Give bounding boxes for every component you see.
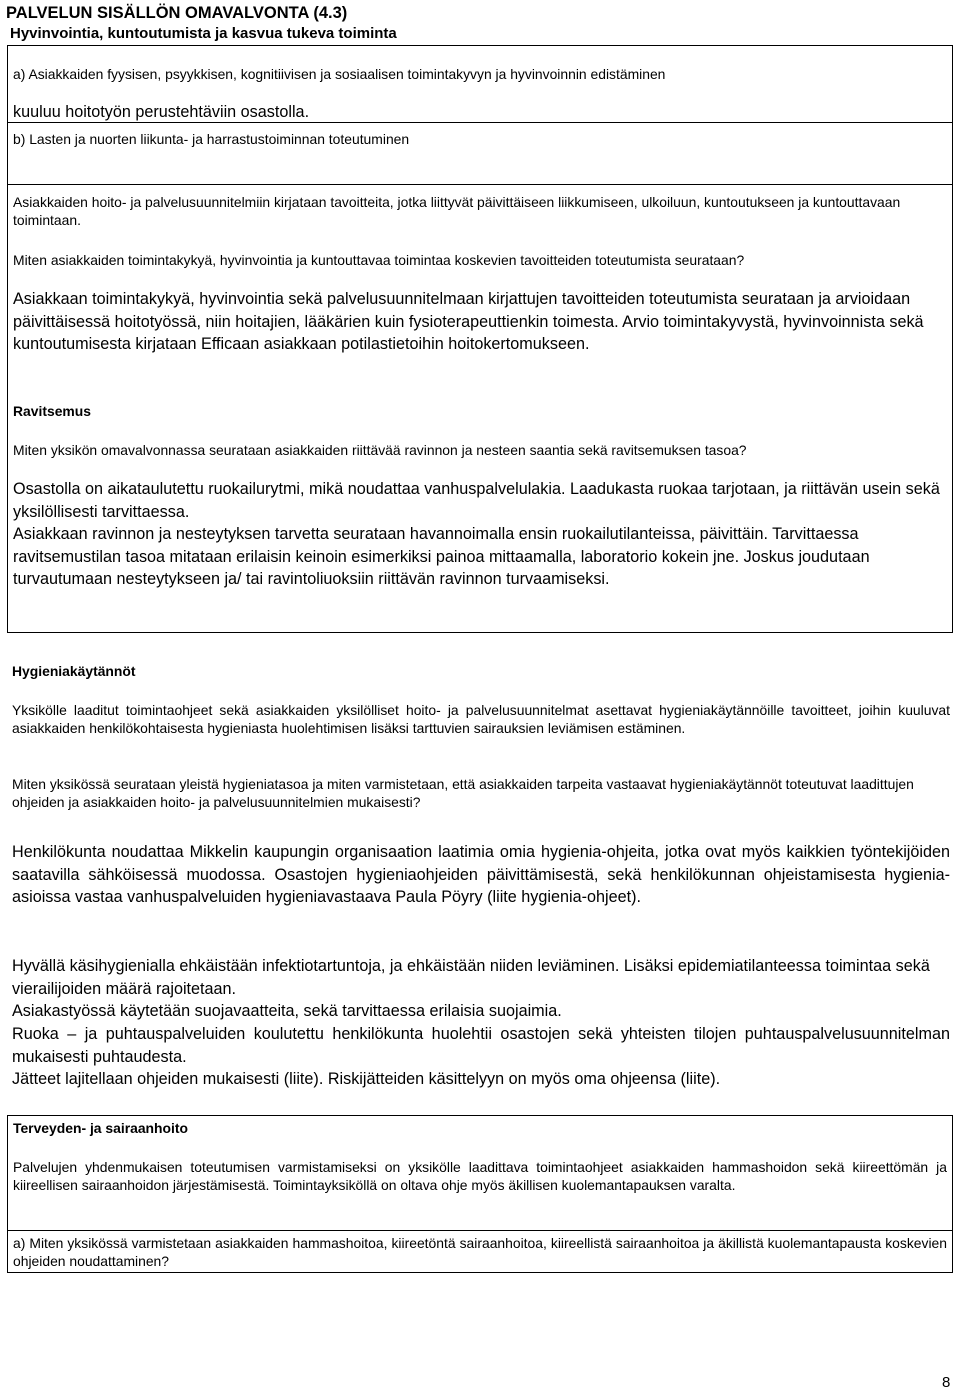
document-title: PALVELUN SISÄLLÖN OMAVALVONTA (4.3) <box>6 4 348 22</box>
hygiene-intro: Yksikölle laaditut toimintaohjeet sekä asiakkaiden yksilölliset hoito- ja palvelusuunnitelmat asettavat hygieniakäytännöille tavoitteet, joihin kuuluvat asiakkaiden henkilökohtaisesta hygieniasta huolehtimisen lisäksi tarttuvien sairauksien leviämisen estäminen. <box>12 702 950 736</box>
divider <box>8 184 952 185</box>
hygiene-answer-5: Jätteet lajitellaan ohjeiden mukaisesti (liite). Riskijätteiden käsittelyyn on myös oma ohjeensa (liite). <box>12 1070 721 1088</box>
nutrition-question: Miten yksikön omavalvonnassa seurataan asiakkaiden riittävää ravinnon ja nesteen saantia sekä ravitsemuksen tasoa? <box>13 442 747 458</box>
hygiene-question: Miten yksikössä seurataan yleistä hygieniatasoa ja miten varmistetaan, että asiakkaiden tarpeita vastaavat hygieniakäytännöt toteutuvat laadittujen ohjeiden ja asiakkaiden hoito- ja palvelusuunnitelmien mukaisesti? <box>12 776 914 810</box>
goals-text: Asiakkaiden hoito- ja palvelusuunnitelmiin kirjataan tavoitteita, jotka liittyvät päivittäiseen liikkumiseen, ulkoiluun, kuntoutukseen ja kuntouttavaan toimintaan. <box>13 194 901 228</box>
health-question-box <box>7 1230 953 1273</box>
hygiene-answer-3: Asiakastyössä käytetään suojavaatteita, sekä tarvittaessa erilaisia suojaimia. <box>12 1002 562 1020</box>
document-subtitle: Hyvinvointia, kuntoutumista ja kasvua tukeva toiminta <box>10 25 397 42</box>
divider <box>8 122 952 123</box>
question-a: a) Asiakkaiden fyysisen, psyykkisen, kognitiivisen ja sosiaalisen toimintakyvyn ja hyvinvoinnin edistäminen <box>13 66 666 82</box>
hygiene-answer-1: Henkilökunta noudattaa Mikkelin kaupungin organisaation laatimia omia hygienia-ohjeita, jotka ovat myös kaikkien työntekijöiden saatavilla sähköisessä muodossa. Osastojen hygieniaohjeiden päivittämisestä, sekä henkilökunnan ohjeistamisesta hygienia-asioissa vastaa vanhuspalveluiden hygieniavastaava Paula Pöyry (liite hygienia-ohjeet). <box>12 843 950 906</box>
nutrition-answer-2: Asiakkaan ravinnon ja nesteytyksen tarvetta seurataan havannoimalla ensin ruokailutilanteissa, päivittäin. Tarvittaessa ravitsemustilan tasoa mitataan erilaisin keinoin esimerkiksi painoa mittaamalla, laboratorio kokein jne. Joskus joudutaan turvautumaan nesteytykseen ja/ tai ravintoliuoksiin riittävän ravinnon turvaamiseksi. <box>13 525 870 588</box>
wellbeing-section-box <box>7 45 953 633</box>
question-b: b) Lasten ja nuorten liikunta- ja harrastustoiminnan toteutuminen <box>13 131 410 147</box>
health-heading: Terveyden- ja sairaanhoito <box>13 1120 188 1136</box>
follow-up-question: Miten asiakkaiden toimintakykyä, hyvinvointia ja kuntouttavaa toimintaa koskevien tavoitteiden toteutumista seurataan? <box>13 252 745 268</box>
follow-up-answer: Asiakkaan toimintakykyä, hyvinvointia sekä palvelusuunnitelmaan kirjattujen tavoitteiden toteutumista seurataan ja arvioidaan päivittäisessä hoitotyössä, niin hoitajien, lääkärien kuin fysioterapeuttienkin toimesta. Arvio toimintakyvystä, hyvinvoinnista sekä kuntoutumisesta kirjataan Efficaan asiakkaan potilastietoihin hoitokertomukseen. <box>13 290 924 353</box>
health-intro: Palvelujen yhdenmukaisen toteutumisen varmistamiseksi on yksikölle laadittava toimintaohjeet asiakkaiden hammashoidon sekä kiireettömän ja kiireellisen sairaanhoidon järjestämisestä. Toimintayksiköllä on oltava ohje myös äkillisen kuolemantapauksen varalta. <box>13 1159 947 1193</box>
hygiene-answer-2: Hyvällä käsihygienialla ehkäistään infektiotartuntoja, ja ehkäistään niiden leviäminen. Lisäksi epidemiatilanteessa toimintaa sekä vierailijoiden määrä rajoitetaan. <box>12 957 930 998</box>
hygiene-answer-4: Ruoka – ja puhtauspalveluiden koulutettu henkilökunta huolehtii osastojen sekä yhteisten tilojen puhtauspalvelusuunnitelman mukaisesti puhtaudesta. <box>12 1025 950 1066</box>
answer-a: kuuluu hoitotyön perustehtäviin osastolla. <box>13 103 310 121</box>
nutrition-answer-1: Osastolla on aikataulutettu ruokailurytmi, mikä noudattaa vanhuspalvelulakia. Laadukasta ruokaa tarjotaan, ja riittävän usein sekä yksilöllisesti tarvittaessa. <box>13 480 940 521</box>
health-question-a: a) Miten yksikössä varmistetaan asiakkaiden hammashoitoa, kiireetöntä sairaanhoitoa, kiireellistä sairaanhoitoa ja äkillistä kuolemantapausta koskevien ohjeiden noudattaminen? <box>13 1235 947 1269</box>
nutrition-heading: Ravitsemus <box>13 403 91 419</box>
hygiene-heading: Hygieniakäytännöt <box>12 663 136 679</box>
health-section-box <box>7 1115 953 1231</box>
page-number: 8 <box>942 1374 951 1391</box>
